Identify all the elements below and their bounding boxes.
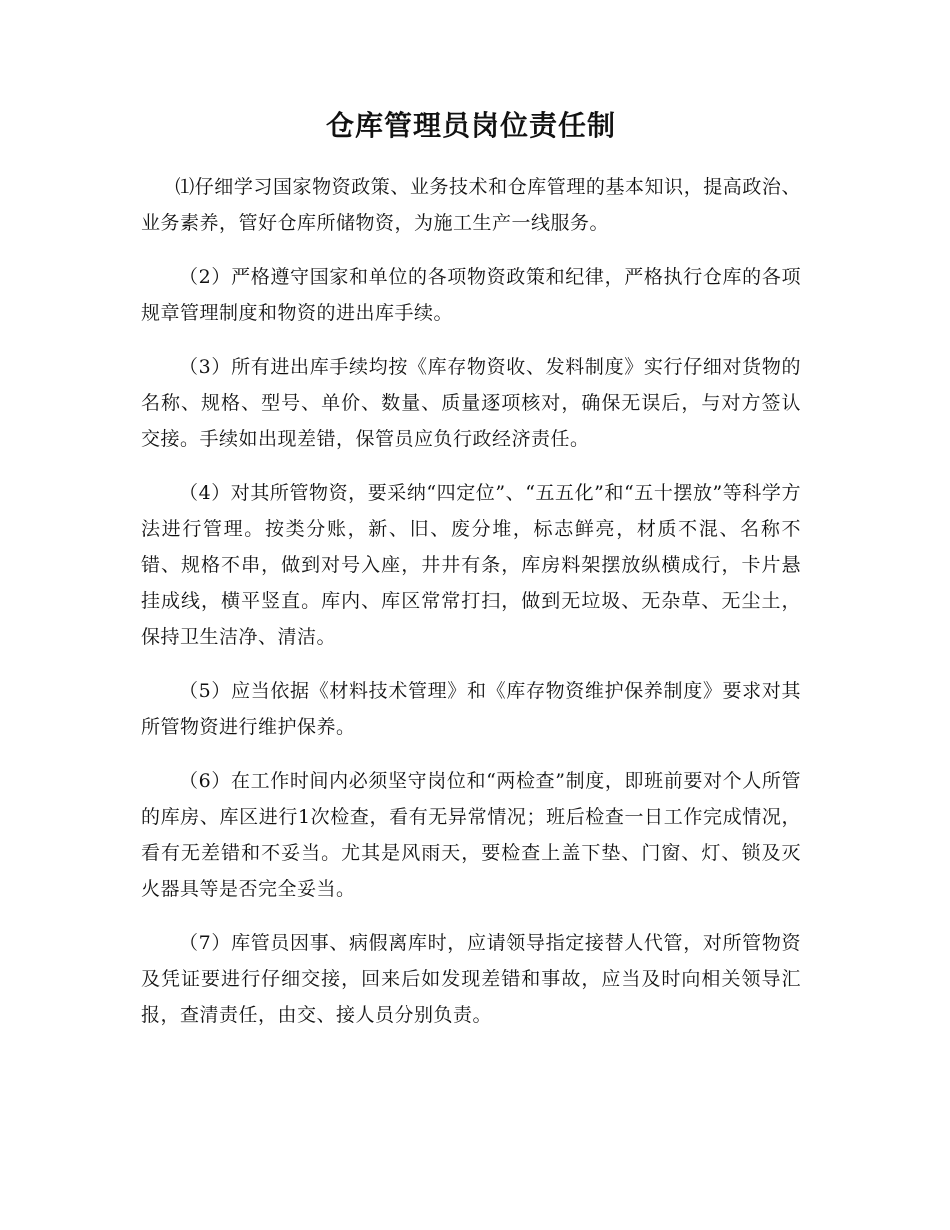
paragraph-3: （3）所有进出库手续均按《库存物资收、发料制度》实行仔细对货物的名称、规格、型号、单价、数量、质量逐项核对，确保无误后，与对方签认交接。手续如出现差错，保管员应负行政经济责任。: [141, 355, 801, 450]
paragraph-2: （2）严格遵守国家和单位的各项物资政策和纪律，严格执行仓库的各项规章管理制度和物资的进出库手续。: [141, 265, 801, 324]
paragraph-5: （5）应当依据《材料技术管理》和《库存物资维护保养制度》要求对其所管物资进行维护保养。: [141, 679, 801, 738]
paragraph-6: （6）在工作时间内必须坚守岗位和“两检查”制度，即班前要对个人所管的库房、库区进行1次检查，看有无异常情况；班后检查一日工作完成情况，看有无差错和不妥当。尤其是风雨天，要检查上盖下垫、门窗、灯、锁及灭火器具等是否完全妥当。: [141, 769, 801, 900]
document-title: 仓库管理员岗位责任制: [325, 109, 616, 142]
document-body: [141, 104, 801, 1051]
paragraph-7: （7）库管员因事、病假离库时，应请领导指定接替人代管，对所管物资及凭证要进行仔细交接，回来后如发现差错和事故，应当及时向相关领导汇报，查清责任，由交、接人员分别负责。: [141, 931, 801, 1026]
paragraph-4: （4）对其所管物资，要采纳“四定位”、“五五化”和“五十摆放”等科学方法进行管理。按类分账，新、旧、废分堆，标志鲜亮，材质不混、名称不错、规格不串，做到对号入座，井井有条，库房料架摆放纵横成行，卡片悬挂成线，横平竖直。库内、库区常常打扫，做到无垃圾、无杂草、无尘土，保持卫生洁净、清洁。: [141, 481, 801, 648]
paragraph-1: ⑴仔细学习国家物资政策、业务技术和仓库管理的基本知识，提高政治、业务素养，管好仓库所储物资，为施工生产一线服务。: [141, 175, 801, 234]
